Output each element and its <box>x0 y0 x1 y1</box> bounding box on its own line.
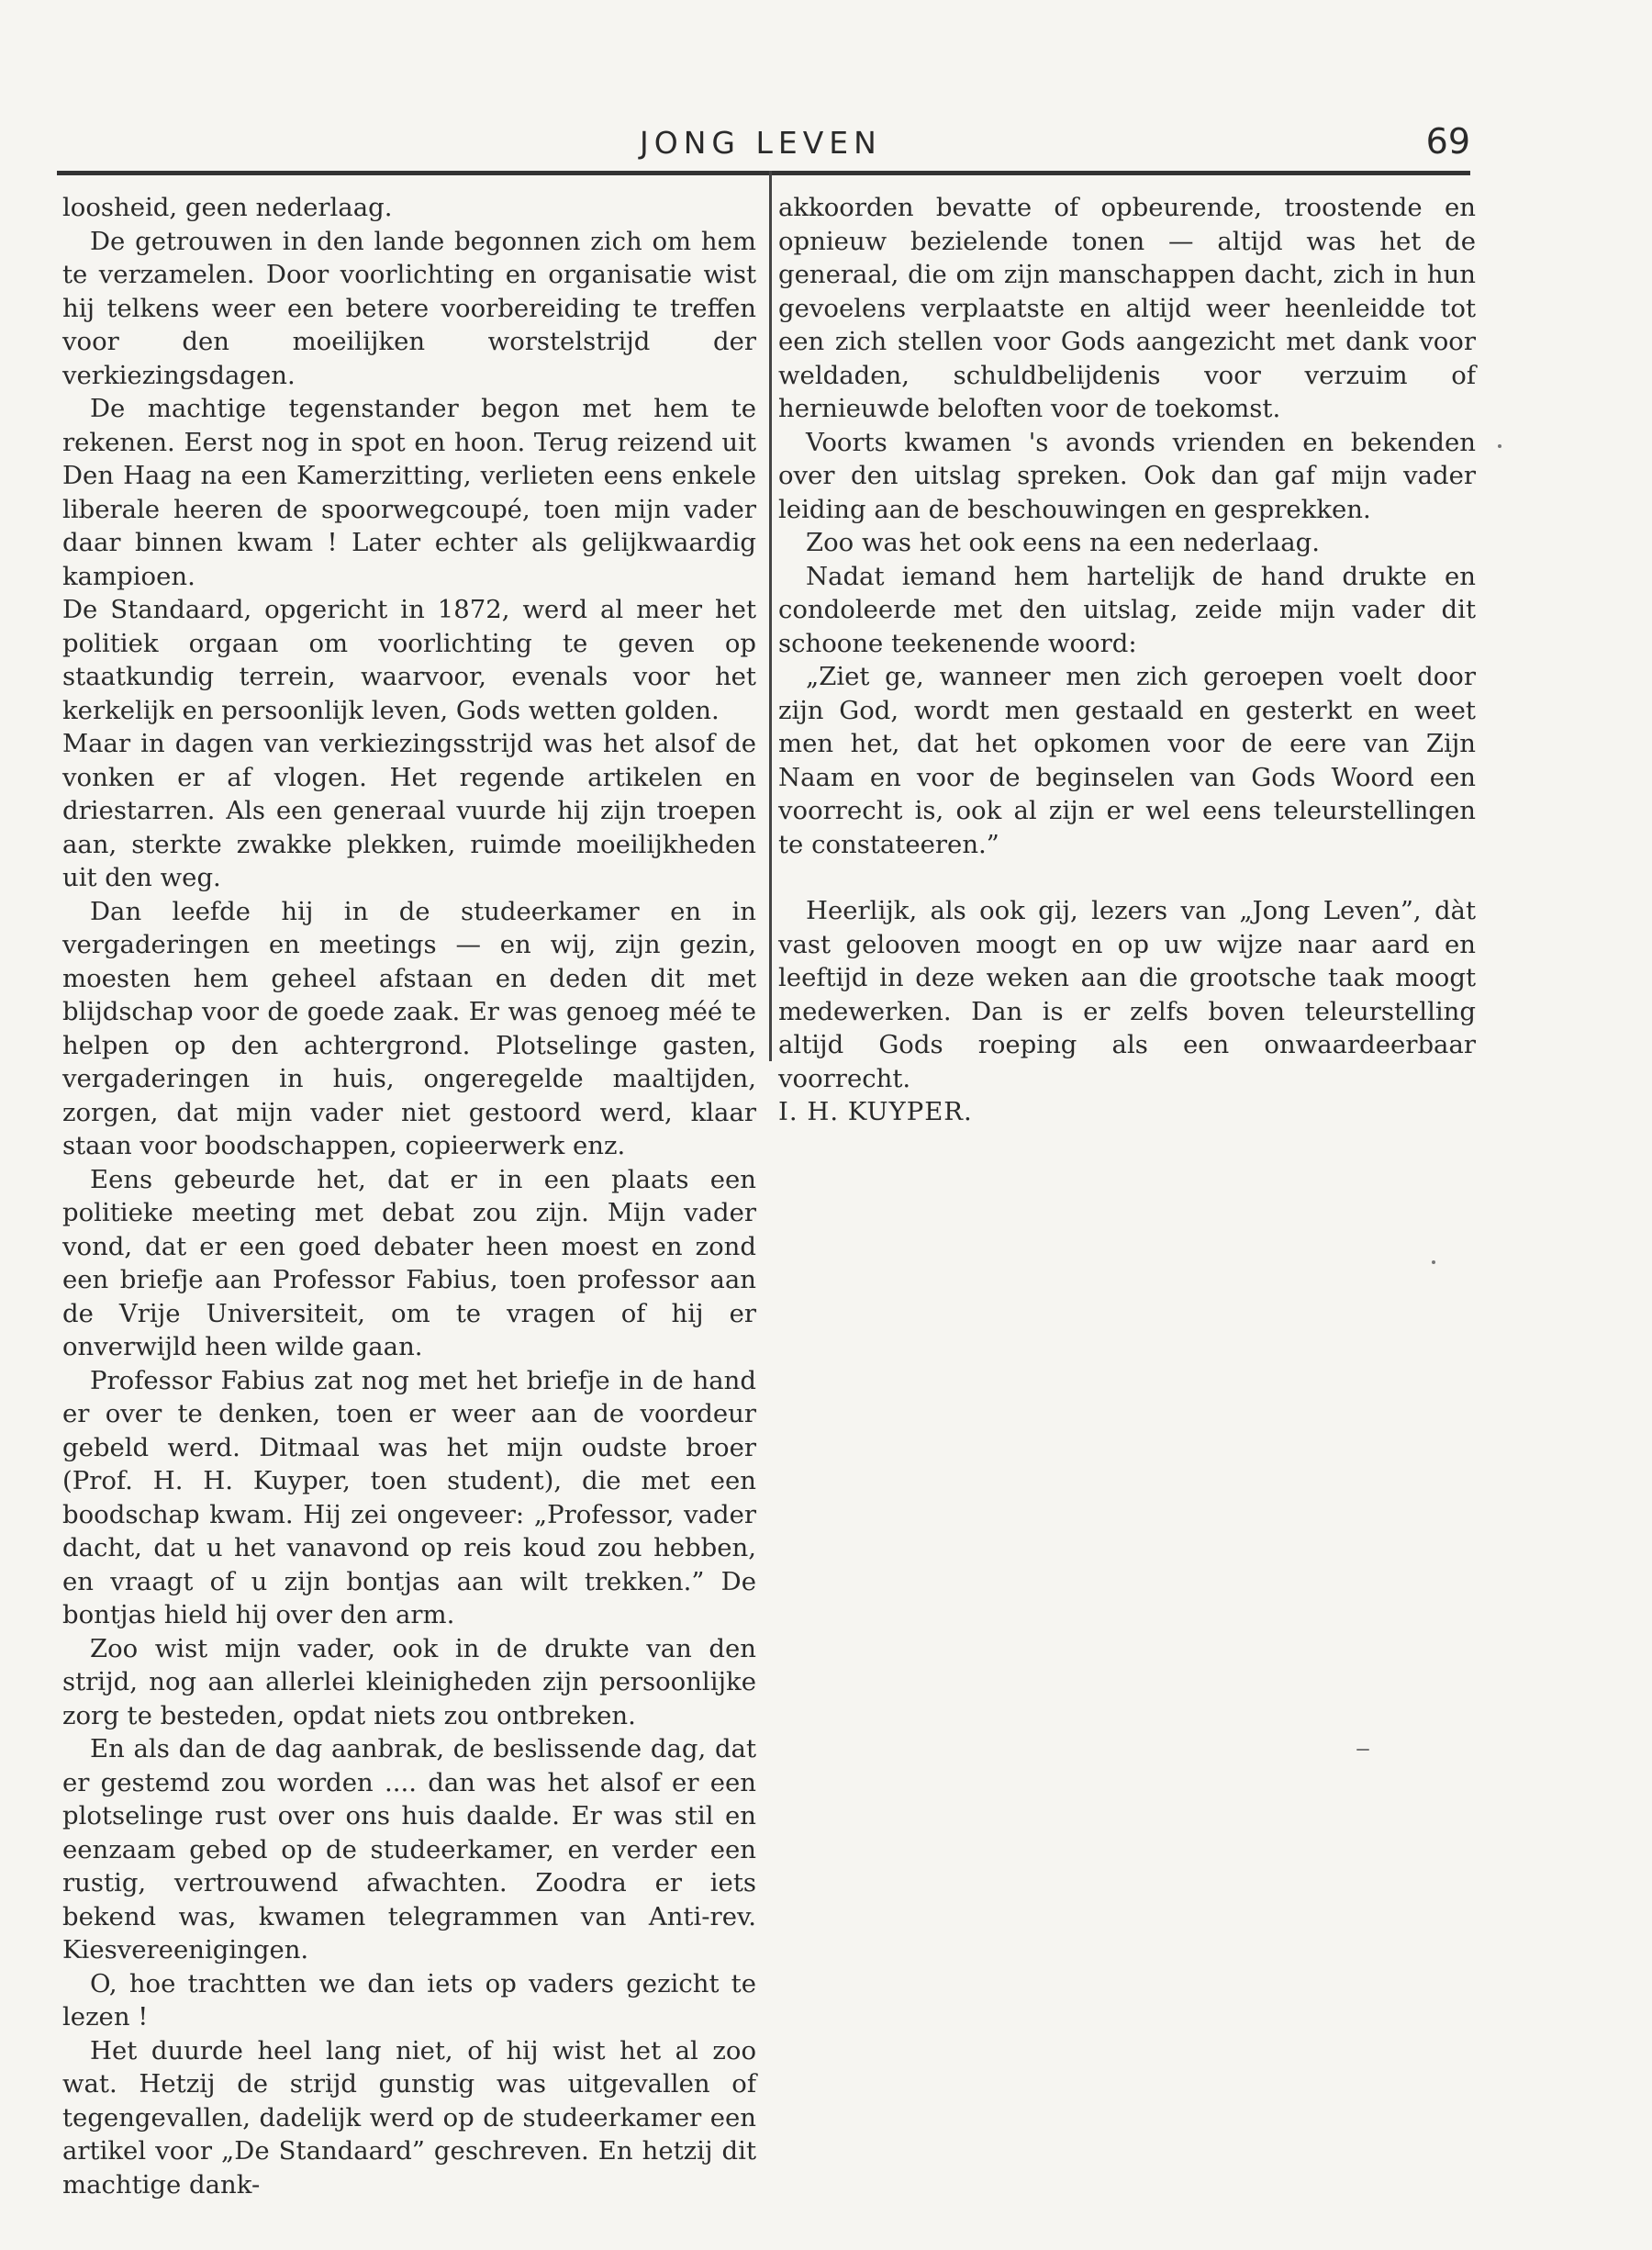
paragraph: Voorts kwamen 's avonds vrienden en bekenden over den uitslag spreken. Ook dan gaf mijn vader leiding aan de beschouwingen en gesprekken. <box>778 427 1476 524</box>
paragraph: Dan leefde hij in de studeerkamer en in vergaderingen en meetings — en wij, zijn gezin, moesten hem geheel afstaan en deden dit met blijdschap voor de goede zaak. Er was genoeg méé te helpen op den achtergrond. Plotselinge gasten, vergaderingen in huis, ongeregelde maaltijden, zorgen, dat mijn vader niet gestoord werd, klaar staan voor boodschappen, copieerwerk enz. <box>62 896 756 1160</box>
paragraph: Heerlijk, als ook gij, lezers van „Jong Leven”, dàt vast gelooven moogt en op uw wijze naar aard en leeftijd in deze weken aan die grootsche taak moogt medewerken. Dan is er zelfs boven teleurstelling altijd Gods roeping als een onwaardeerbaar voorrecht. <box>778 896 1476 1093</box>
quotation: „Ziet ge, wanneer men zich geroepen voelt door zijn God, wordt men gestaald en gesterkt en weet men het, dat het opkomen voor de eere van Zijn Naam en voor de beginselen van Gods Woord een voorrecht is, ook al zijn er wel eens teleurstellingen te constateeren.” <box>778 662 1476 859</box>
paragraph: Zoo wist mijn vader, ook in de drukte van den strijd, nog aan allerlei kleinigheden zijn persoonlijke zorg te besteden, opdat niets zou ontbreken. <box>62 1633 756 1730</box>
journal-title: JONG LEVEN <box>640 125 882 161</box>
paragraph: De machtige tegenstander begon met hem te rekenen. Eerst nog in spot en hoon. Terug reizend uit Den Haag na een Kamerzitting, verlieten eens enkele liberale heeren de spoorwegcoupé, toen mijn vader daar binnen kwam ! Later echter als gelijkwaardig kampioen. <box>62 394 756 591</box>
paragraph: Nadat iemand hem hartelijk de hand drukte en condoleerde met den uitslag, zeide mijn vader dit schoone teekenende woord: <box>778 561 1476 658</box>
paragraph: De getrouwen in den lande begonnen zich om hem te verzamelen. Door voorlichting en organisatie wist hij telkens weer een betere voorbereiding te treffen voor den moeilijken worstelstrijd der verkiezingsdagen. <box>62 226 756 390</box>
paragraph: En als dan de dag aanbrak, de beslissende dag, dat er gestemd zou worden .... dan was het alsof er een plotselinge rust over ons huis daalde. Er was stil en eenzaam gebed op de studeerkamer, en verder een rustig, vertrouwend afwachten. Zoodra er iets bekend was, kwamen telegrammen van Anti-rev. Kiesvereenigingen. <box>62 1734 756 1965</box>
scan-speck <box>1356 1749 1369 1751</box>
header-rule <box>57 171 1470 175</box>
column-divider <box>769 171 772 1061</box>
page-number: 69 <box>1425 121 1470 162</box>
author-signature: I. H. KUYPER. <box>778 1097 973 1126</box>
paragraph: Maar in dagen van verkiezingsstrijd was het alsof de vonken er af vlogen. Het regende artikelen en driestarren. Als een generaal vuurde hij zijn troepen aan, sterkte zwakke plekken, ruimde moeilijkheden uit den weg. <box>62 729 756 892</box>
running-head <box>57 121 1470 173</box>
paragraph: De Standaard, opgericht in 1872, werd al meer het politiek orgaan om voorlichting te geven op staatkundig terrein, waarvoor, evenals voor het kerkelijk en persoonlijk leven, Gods wetten golden. <box>62 595 756 725</box>
right-column <box>778 191 1476 1129</box>
scan-speck <box>1498 444 1501 448</box>
left-column <box>62 191 756 2201</box>
paragraph: Het duurde heel lang niet, of hij wist het al zoo wat. Hetzij de strijd gunstig was uitgevallen of tegengevallen, dadelijk werd op de studeerkamer een artikel voor „De Standaard” geschreven. En hetzij dit machtige dank- <box>62 2035 756 2200</box>
paragraph: loosheid, geen nederlaag. <box>62 193 393 222</box>
paragraph: O, hoe trachtten we dan iets op vaders gezicht te lezen ! <box>62 1968 756 2032</box>
scan-speck <box>1432 1260 1435 1264</box>
paragraph: Professor Fabius zat nog met het briefje in de hand er over te denken, toen er weer aan de voordeur gebeld werd. Ditmaal was het mijn oudste broer (Prof. H. H. Kuyper, toen student), die met een boodschap kwam. Hij zei ongeveer: „Professor, vader dacht, dat u het vanavond op reis koud zou hebben, en vraagt of u zijn bontjas aan wilt trekken.” De bontjas hield hij over den arm. <box>62 1365 756 1629</box>
paragraph: akkoorden bevatte of opbeurende, troostende en opnieuw bezielende tonen — altijd was het de generaal, die om zijn manschappen dacht, zich in hun gevoelens verplaatste en altijd weer heenleidde tot een zich stellen voor Gods aangezicht met dank voor weldaden, schuldbelijdenis voor verzuim of hernieuwde beloften voor de toekomst. <box>778 193 1476 423</box>
paragraph: Zoo was het ook eens na een nederlaag. <box>806 528 1320 557</box>
paragraph: Eens gebeurde het, dat er in een plaats een politieke meeting met debat zou zijn. Mijn vader vond, dat er een goed debater heen moest en zond een briefje aan Professor Fabius, toen professor aan de Vrije Universiteit, om te vragen of hij er onverwijld heen wilde gaan. <box>62 1164 756 1361</box>
